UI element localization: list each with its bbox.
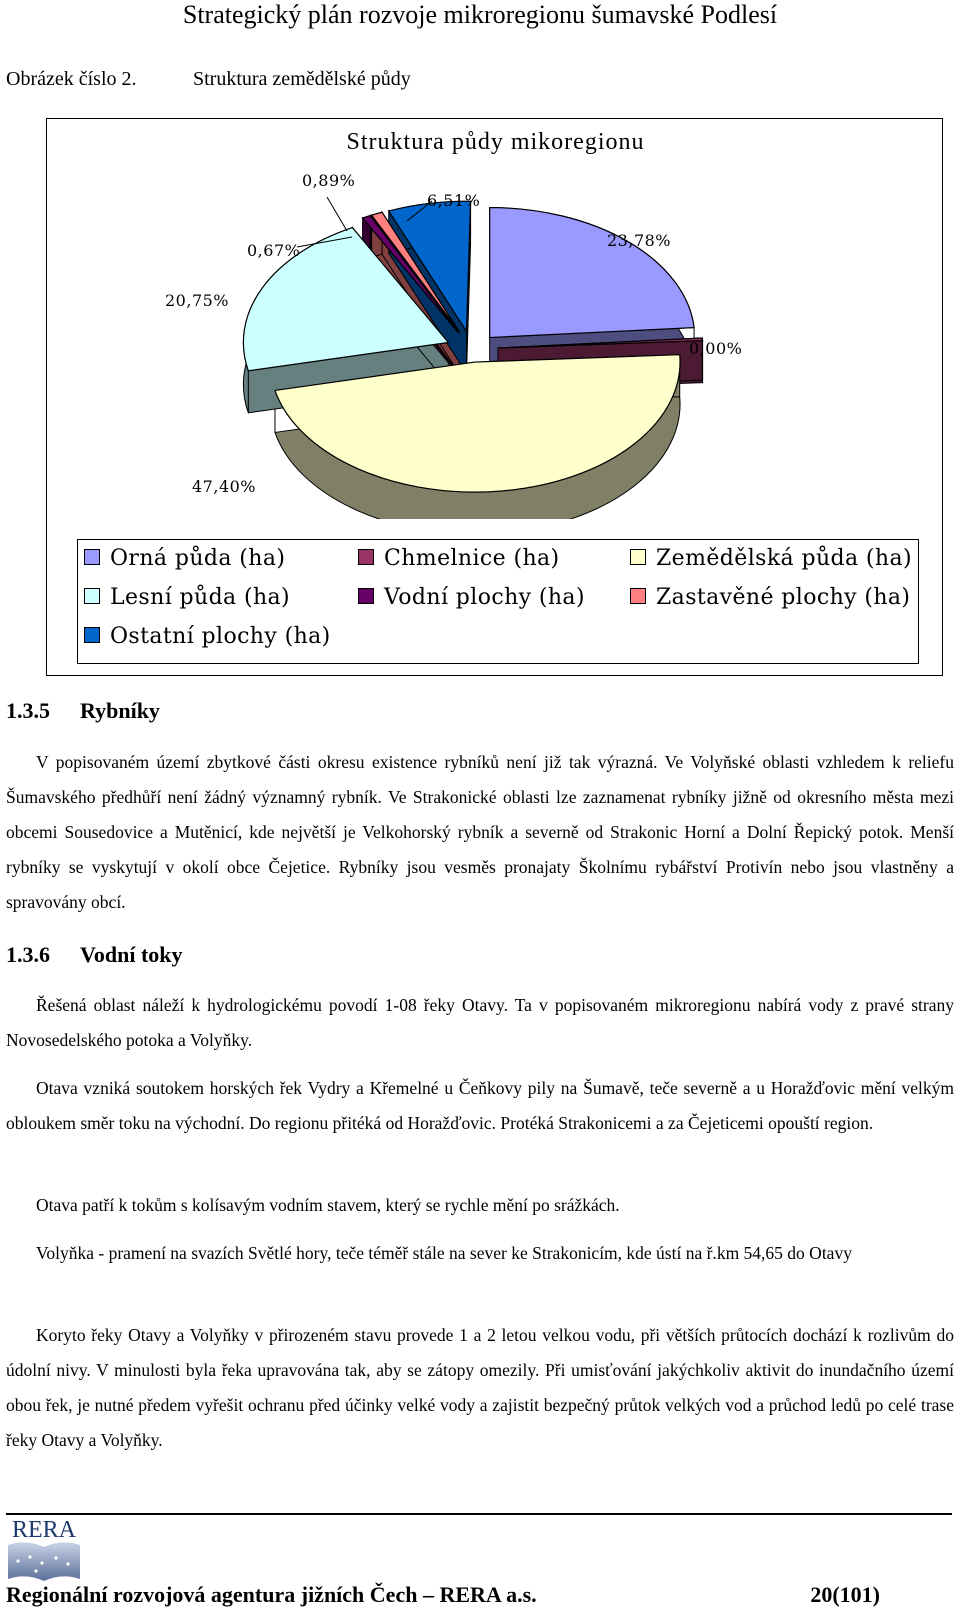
legend-swatch	[84, 627, 100, 643]
section-heading-rybniky: 1.3.5 Rybníky	[6, 698, 160, 723]
pie-leader-line	[327, 197, 347, 231]
legend-item-zemedelska: Zemědělská půda (ha)	[630, 546, 912, 571]
legend-item-zastavene: Zastavěné plochy (ha)	[630, 585, 910, 610]
legend-item-vodni: Vodní plochy (ha)	[358, 585, 585, 610]
pie-data-label: 47,40%	[192, 477, 257, 496]
legend-swatch	[84, 588, 100, 604]
section-heading-vodni-toky: 1.3.6 Vodní toky	[6, 942, 183, 967]
legend-item-ostatni: Ostatní plochy (ha)	[84, 624, 331, 649]
paragraph: Volyňka - pramení na svazích Světlé hory, teče téměř stále na sever ke Strakonicím, kde ústí na ř.km 54,65 do Otavy	[36, 1243, 852, 1263]
page-number: 20(101)	[810, 1582, 880, 1607]
footer-divider	[6, 1513, 952, 1515]
pie-data-label: 20,75%	[165, 291, 230, 310]
logo-text: RERA	[11, 1517, 76, 1543]
pie-chart	[47, 119, 942, 519]
pie-data-label: 0,67%	[247, 241, 301, 260]
chart-legend	[77, 539, 919, 664]
legend-item-lesni: Lesní půda (ha)	[84, 585, 290, 610]
paragraph: Otava vzniká soutokem horských řek Vydry a Křemelné u Čeňkovy pily na Šumavě, teče severně a u Horažďovic mění velkým obloukem směr toku na východní. Do regionu přitéká od Horažďovic. Protéká Strakonicemi a za Čejeticemi opouští region.	[6, 1078, 954, 1133]
legend-swatch	[358, 549, 374, 565]
chart-title: Struktura půdy mikoregionu	[346, 129, 645, 155]
figure-label: Obrázek číslo 2.	[6, 68, 137, 90]
paragraph: Řešená oblast náleží k hydrologickému povodí 1-08 řeky Otavy. Ta v popisovaném mikroregionu nabírá vody z pravé strany Novosedelského potoka a Volyňky.	[6, 995, 954, 1050]
pie-data-label: 0,00%	[689, 339, 743, 358]
page-header-title: Strategický plán rozvoje mikroregionu šumavské Podlesí	[182, 0, 778, 29]
legend-swatch	[630, 588, 646, 604]
paragraph: V popisovaném území zbytkové části okresu existence rybníků není již tak výrazná. Ve Volyňské oblasti vzhledem k reliefu Šumavského předhůří není žádný významný rybník. Ve Strakonické oblasti lze zaznamenat rybníky jižně od okresního města mezi obcemi Sousedovice a Mutěnicí, kde největší je Velkohorský rybník a severně od Strakonic Horní a Dolní Řepický potok. Menší rybníky se vyskytují v okolí obce Čejetice. Rybníky jsou vesměs pronajaty Školnímu rybářství Protivín nebo jsou vlastněny a spravovány obcí.	[6, 752, 954, 912]
pie-chart-frame	[46, 118, 943, 676]
pie-data-label: 0,89%	[302, 171, 356, 190]
pie-slice	[490, 208, 694, 338]
figure-caption: Struktura zemědělské půdy	[193, 68, 411, 90]
paragraph: Otava patří k tokům s kolísavým vodním stavem, který se rychle mění po srážkách.	[36, 1195, 620, 1215]
legend-swatch	[84, 549, 100, 565]
pie-data-label: 6,51%	[427, 191, 481, 210]
paragraph: Koryto řeky Otavy a Volyňky v přirozeném stavu provede 1 a 2 letou velkou vodu, při větších průtocích dochází k rozlivům do údolní nivy. V minulosti byla řeka upravována tak, aby se zátopy omezily. Při umisťování jakýchkoliv aktivit do inundačního území obou řek, je nutné předem vyřešit ochranu před účinky velké vody a zajistit bezpečný průtok velkých vod a průchod ledů po celé trase řeky Otavy a Volyňky.	[6, 1325, 954, 1450]
rera-logo	[6, 1517, 82, 1585]
pie-data-label: 23,78%	[607, 231, 672, 250]
footer-organization: Regionální rozvojová agentura jižních Čech – RERA a.s.	[6, 1582, 537, 1607]
legend-item-chmelnice: Chmelnice (ha)	[358, 546, 560, 571]
legend-swatch	[630, 549, 646, 565]
legend-item-orna: Orná půda (ha)	[84, 546, 285, 571]
legend-swatch	[358, 588, 374, 604]
